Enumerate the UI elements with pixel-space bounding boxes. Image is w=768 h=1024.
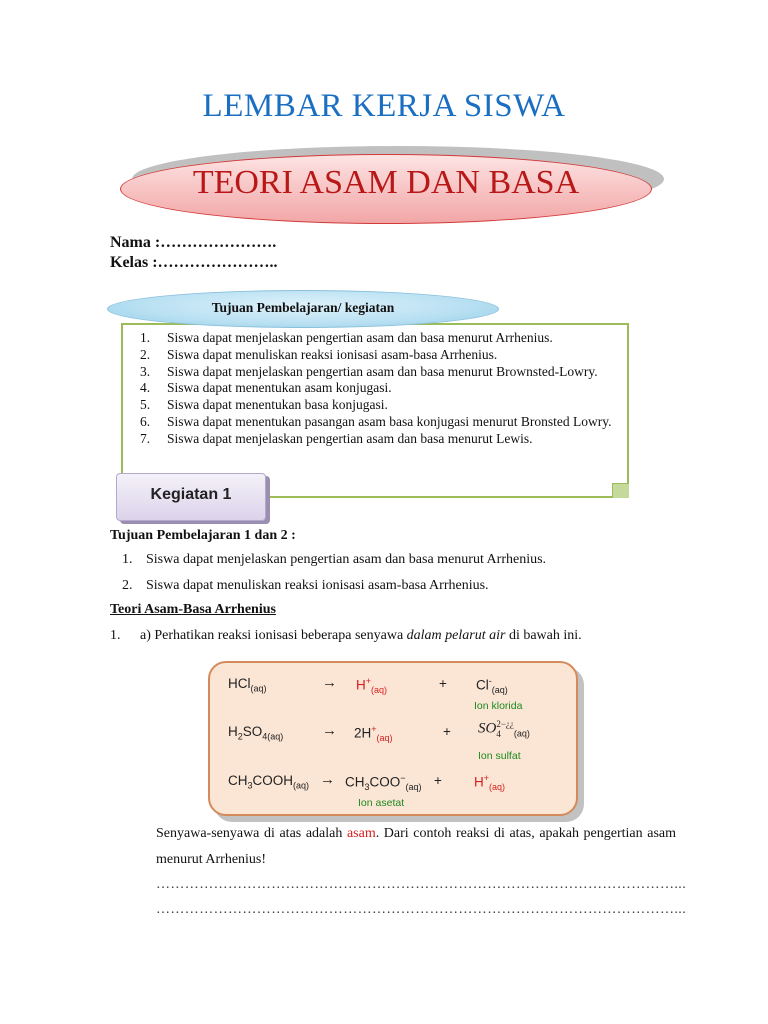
list-item: 4. Siswa dapat menentukan asam konjugasi.	[140, 380, 392, 396]
arrow-icon: →	[322, 674, 337, 691]
arrow-icon: →	[320, 771, 335, 788]
ion-label: Ion asetat	[358, 797, 405, 809]
objectives-list	[140, 330, 620, 448]
list-item: 6. Siswa dapat menentukan pasangan asam basa konjugasi menurut Bronsted Lowry.	[140, 413, 612, 429]
objectives-header	[107, 290, 499, 328]
topic-banner	[120, 154, 652, 224]
reaction-1-reactant: HCl$_{(aq)}$	[228, 676, 267, 694]
answer-line[interactable]: ………………………………………………………………………………………………...	[156, 902, 687, 917]
list-item: 2. Siswa dapat menuliskan reaksi ionisasi asam-basa Arrhenius.	[140, 346, 498, 362]
page-fold-corner	[612, 483, 629, 498]
reaction-3-product-1: $CH_3COO^-_{(aq)}$	[345, 773, 422, 793]
list-item: 1. Siswa dapat menjelaskan pengertian asam dan basa menurut Arrhenius.	[140, 330, 553, 345]
ion-label: Ion sulfat	[478, 750, 521, 762]
list-item: 3. Siswa dapat menjelaskan pengertian asam dan basa menurut Brownsted-Lowry.	[140, 363, 598, 379]
reaction-3-reactant: $CH_3COOH_{(aq)}$	[228, 773, 310, 791]
goals-subheading: Tujuan Pembelajaran 1 dan 2 :	[110, 528, 296, 543]
question-paragraph: Senyawa-senyawa di atas adalah asam. Dari contoh reaksi di atas, apakah pengertian asam menurut Arrhenius!	[156, 826, 676, 867]
activity-tab-label: Kegiatan 1	[150, 486, 232, 503]
activity-tab	[116, 473, 266, 521]
reaction-3-product-2: $H^+_{(aq)}$	[474, 773, 506, 793]
reaction-1-product-2: $Cl^-_{(aq)}$	[476, 676, 508, 696]
section-heading: Teori Asam-Basa Arrhenius	[110, 602, 276, 617]
reaction-2-product-1: $2H^+_{(aq)}$	[354, 724, 393, 744]
list-item: 5. Siswa dapat menentukan basa konjugasi.	[140, 397, 388, 413]
plus-sign: +	[439, 676, 447, 691]
page-title: LEMBAR KERJA SISWA	[202, 88, 566, 124]
list-item: 7. Siswa dapat menjelaskan pengertian asam dan basa menurut Lewis.	[140, 430, 533, 446]
banner-title: TEORI ASAM DAN BASA	[192, 164, 580, 201]
arrow-icon: →	[322, 722, 337, 739]
class-field: Kelas :…………………..	[110, 254, 278, 271]
plus-sign: +	[434, 773, 442, 788]
objectives-heading: Tujuan Pembelajaran/ kegiatan	[211, 300, 395, 315]
name-field: Nama :………………….	[110, 234, 277, 251]
reaction-1-product-1: $H^+_{(aq)}$	[356, 676, 388, 696]
question-1: 1. a) Perhatikan reaksi ionisasi beberapa senyawa dalam pelarut air di bawah ini.	[110, 628, 582, 643]
reaction-2-product-2: SO 2−¿¿ 4 $_{(aq)}$	[478, 719, 530, 739]
plus-sign: +	[443, 724, 451, 739]
goal-item: 1. Siswa dapat menjelaskan pengertian asam dan basa menurut Arrhenius.	[122, 552, 547, 567]
ion-label: Ion klorida	[474, 700, 523, 712]
reaction-2-reactant: $H_2SO_{4(aq)}$	[228, 724, 284, 742]
answer-line[interactable]: ………………………………………………………………………………………………...	[156, 877, 687, 892]
goal-item: 2. Siswa dapat menuliskan reaksi ionisasi asam-basa Arrhenius.	[122, 578, 489, 593]
